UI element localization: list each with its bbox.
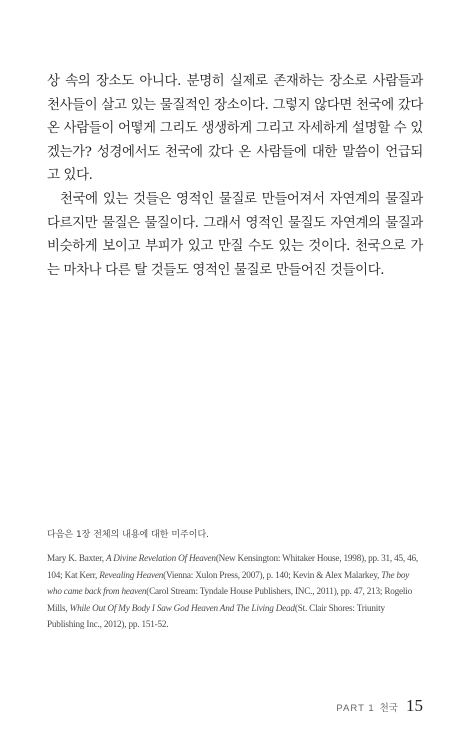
endnote-heading: 다음은 1장 전체의 내용에 대한 미주이다. <box>47 530 209 540</box>
book-title: The boy who came back from heaven <box>47 569 410 596</box>
page-number: 15 <box>406 696 423 715</box>
reference-text: (St. Clair Shores: Triunity Publishing Inc., 2012), pp. 151-52. <box>47 602 385 629</box>
reference-text: (Vienna: Xulon Press, 2007), p. 140; Kevin & Alex Malarkey, <box>163 569 382 580</box>
part-label: PART 1 <box>336 703 375 714</box>
book-title: A Divine Revelation Of Heaven <box>105 553 216 563</box>
book-title: While Out Of My Body I Saw God Heaven And The Living Dead <box>69 602 295 613</box>
body-text <box>47 70 423 282</box>
reference-text: (Carol Stream: Tyndale House Publishers, INC., 2011), pp. 47, 213; Rogelio Mills, <box>47 586 413 613</box>
paragraph: 천국에 있는 것들은 영적인 물질로 만들어져서 자연계의 물질과 다르지만 물질은 물질이다. 그래서 영적인 물질도 자연계의 물질과 비슷하게 보이고 부피가 있고 만질 수도 있는 것이다. 천국으로 가는 마차나 다른 탈 것들도 영적인 물질로 만들어진 것들이다. <box>47 191 423 278</box>
book-title: Revealing Heaven <box>99 569 164 580</box>
section-title: 천국 <box>379 703 398 714</box>
reference-text: (New Kensington: Whitaker House, 1998), pp. 31, 45, 46, 104; Kat Kerr, <box>47 553 418 580</box>
paragraph: 상 속의 장소도 아니다. 분명히 실제로 존재하는 장소로 사람들과 천사들이 살고 있는 물질적인 장소이다. 그렇지 않다면 천국에 갔다 온 사람들이 어떻게 그리도 생생하게 그리고 자세하게 설명할 수 있겠는가? 성경에서도 천국에 갔다 온 사람들에 대한 말씀이 언급되고 있다. <box>47 74 423 184</box>
endnote-references <box>47 550 423 633</box>
reference-text: Mary K. Baxter, <box>47 553 106 563</box>
page-footer <box>336 696 423 716</box>
